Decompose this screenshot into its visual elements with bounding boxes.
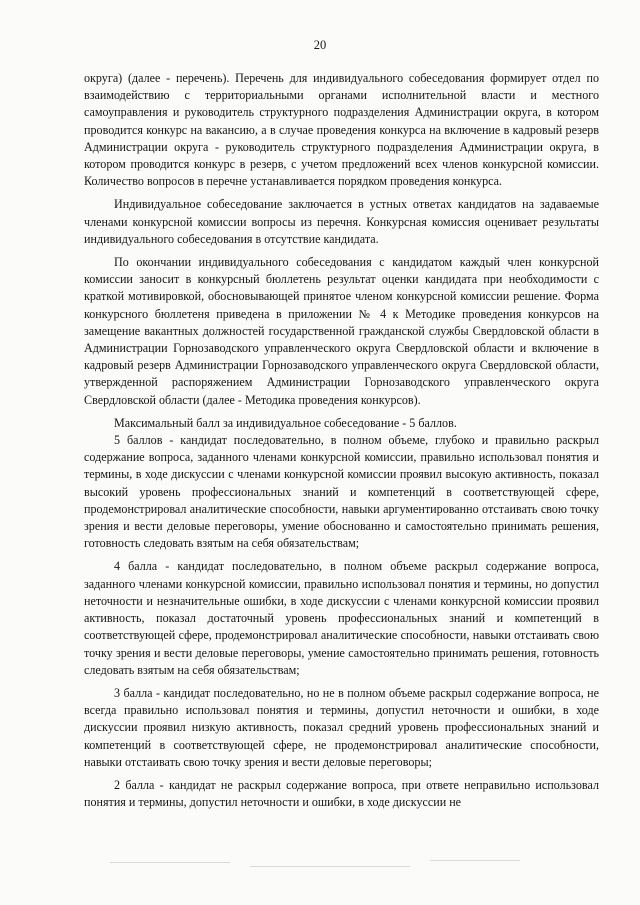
scan-artifact bbox=[110, 862, 230, 863]
paragraph-score-4: 4 балла - кандидат последовательно, в полном объеме раскрыл содержание вопроса, заданного членами конкурсной комиссии, правильно использовал понятия и термины, но допустил неточности и незначительные ошибки, в ходе дискуссии с членами конкурсной комиссии проявил активность, показал достаточный уровень профессиональных знаний и компетенций в соответствующей сфере, продемонстрировал аналитические способности, навыки отстаивать свою точку зрения и вести деловые переговоры, умение самостоятельно принимать решения, готовность следовать взятым на себя обязательствам; bbox=[84, 559, 599, 677]
document-body bbox=[84, 70, 599, 811]
paragraph-score-2: 2 балла - кандидат не раскрыл содержание вопроса, при ответе неправильно использовал понятия и термины, допустил неточности и ошибки, в ходе дискуссии не bbox=[84, 777, 599, 810]
paragraph-interview-definition: Индивидуальное собеседование заключается в устных ответах кандидатов на задаваемые членами конкурсной комиссии вопросы из перечня. Конкурсная комиссия оценивает результаты индивидуального собеседования в отсутствие кандидата. bbox=[84, 197, 599, 246]
scan-artifact bbox=[250, 866, 410, 867]
paragraph-score-3: 3 балла - кандидат последовательно, но не в полном объеме раскрыл содержание вопроса, не всегда правильно использовал понятия и термины, допустил неточности и ошибки, в ходе дискуссии проявил низкую активность, показал средний уровень профессиональных знаний и компетенций в соответствующей сфере, не продемонстрировал аналитические способности, навыки отстаивать свою точку зрения и вести деловые переговоры; bbox=[84, 685, 599, 769]
paragraph-score-5: 5 баллов - кандидат последовательно, в полном объеме, глубоко и правильно раскрыл содержание вопроса, заданного членами конкурсной комиссии, правильно использовал понятия и термины, в ходе дискуссии с членами конкурсной комиссии проявил высокую активность, показал высокий уровень профессиональных знаний и компетенций в соответствующей сфере, продемонстрировал аналитические способности, навыки аргументированно отстаивать свою точку зрения и вести деловые переговоры, умение обоснованно и самостоятельно принимать решения, готовность следовать взятым на себя обязательствам; bbox=[84, 433, 599, 551]
paragraph-ballot: По окончании индивидуального собеседования с кандидатом каждый член конкурсной комиссии заносит в конкурсный бюллетень результат оценки кандидата при необходимости с краткой мотивировкой, обосновывающей принятое членом конкурсной комиссии решение. Форма конкурсного бюллетеня приведена в приложении № 4 к Методике проведения конкурсов на замещение вакантных должностей государственной гражданской службы Свердловской области в Администрации Горнозаводского управленческого округа Свердловской области и включение в кадровый резерв Администрации Горнозаводского управленческого округа Свердловской области, утвержденной распоряжением Администрации Горнозаводского управленческого округа Свердловской области (далее - Методика проведения конкурсов). bbox=[84, 255, 599, 407]
page-number: 20 bbox=[313, 38, 327, 52]
paragraph-list-continuation: округа) (далее - перечень). Перечень для индивидуального собеседования формирует отдел по взаимодействию с территориальными органами исполнительной власти и местного самоуправления и руководитель структурного подразделения Администрации округа, в котором проводится конкурс на вакансию, а в случае проведения конкурса на включение в кадровый резерв Администрации округа - руководитель структурного подразделения Администрации округа, в котором проводится конкурс в резерв, с учетом предложений всех членов конкурсной комиссии. Количество вопросов в перечне устанавливается порядком проведения конкурса. bbox=[84, 71, 599, 189]
scan-artifact bbox=[430, 860, 520, 861]
paragraph-max-score: Максимальный балл за индивидуальное собеседование - 5 баллов. bbox=[114, 415, 457, 430]
